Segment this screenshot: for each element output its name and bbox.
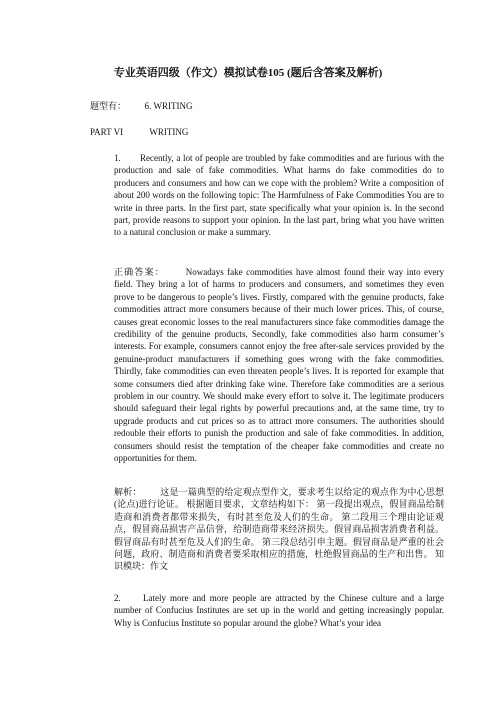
answer-block [90, 266, 444, 465]
analysis-text: 这是一篇典型的给定观点型作文，要求考生以给定的观点作为中心思想(论点)进行论证。 根据题目要求，文章结构如下： 第一段提出观点，假冒商品给制造商和消费者都带来损失，有时甚至危及人们的生命。 第二段用三个理由论证观点，假冒商品损害产品信誉，给制造商带来经济损失。假冒商品损害消费者利益。假冒商品有时甚至危及人们的生命。 第三段总结引申主题。假冒商品是严重的社会问题，政府、制造商和消费者要采取相应的措施，杜绝假冒商品的生产和出售。 [114, 487, 444, 560]
question-type-label: 题型有： [90, 101, 127, 111]
question-2 [90, 592, 444, 629]
part-number: PART VI [90, 127, 124, 137]
question-type-line [90, 100, 193, 112]
question-2-text: Lately more and more people are attracted by the Chinese culture and a large number of Confucius Institutes are set up in the world and getting increasingly popular. Why is Confucius Institute so popular around the globe? What’s your idea [114, 593, 445, 628]
page-title: 专业英语四级（作文）模拟试卷105 (题后含答案及解析) [113, 67, 383, 79]
question-1-number: 1. [114, 153, 121, 163]
analysis-label: 解析： [114, 487, 142, 497]
question-1-text: Recently, a lot of people are troubled by fake commodities and are furious with the production and sale of fake commodities. What harms do fake commodities do to producers and consumers and how can we cope with the problem? Write a composition of about 200 words on the following topic: The Harmfulness of Fake Commodities You are to write in three parts. In the first part, state specifically what your opinion is. In the second part, provide reasons to support your opinion. In the last part, bring what you have written to a natural conclusion or make a summary. [114, 153, 445, 238]
part-heading [90, 126, 188, 138]
analysis-block [90, 486, 444, 573]
question-1 [90, 152, 444, 239]
question-2-number: 2. [114, 593, 121, 603]
knowledge-module: 知识模块：作文 [114, 549, 444, 572]
part-name: WRITING [149, 127, 189, 137]
question-type-value: 6. WRITING [144, 101, 193, 111]
answer-label: 正确答案： [114, 267, 165, 277]
answer-text: Nowadays fake commodities have almost found their way into every field. They bring a lot of harms to producers and consumers, and sometimes they even prove to be dangerous to people’s lives. Firstly, compared with the genuine products, fake commodities attract more consumers because of their much lower prices. This, of course, causes great economic losses to the real manufacturers since fake commodities damage the credibility of the genuine products. Secondly, fake commodities also harm consumer’s interests. For example, consumers cannot enjoy the free after-sale services provided by the genuine-product manufacturers if something goes wrong with the fake commodities. Thirdly, fake commodities can even threaten people’s lives. It is reported for example that some consumers died after drinking fake wine. Therefore fake commodities are a serious problem in our country. We should make every effort to solve it. The legitimate producers should safeguard their legal rights by powerful precautions and, at the same time, try to upgrade products and cut prices so as to attract more consumers. The authorities should redouble their efforts to punish the production and sale of fake commodities. In addition, consumers should resist the temptation of the cheaper fake commodities and create no opportunities for them. [114, 267, 445, 464]
